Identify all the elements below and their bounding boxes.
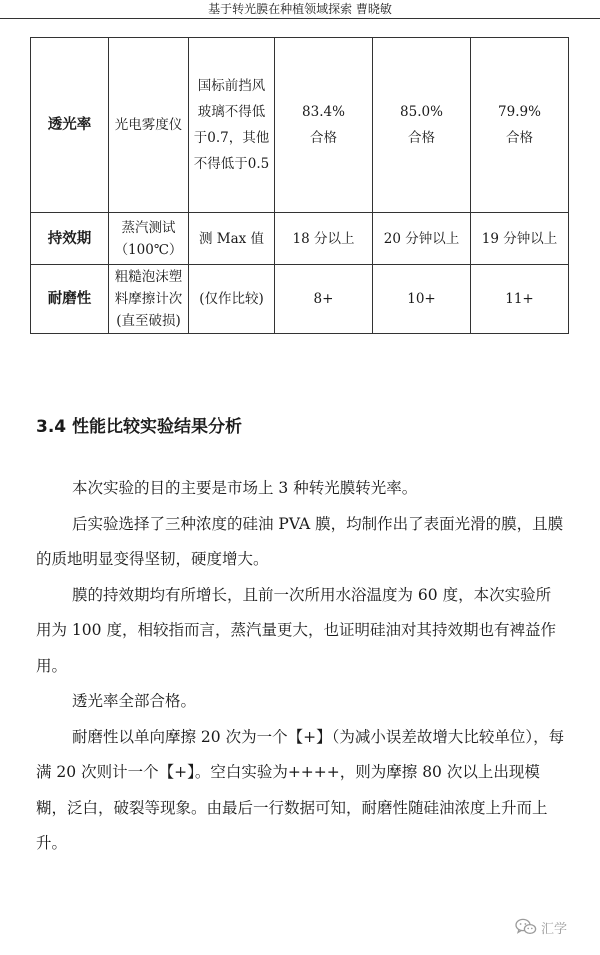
header-rule xyxy=(0,18,600,19)
method-cell: 粗糙泡沫塑料摩擦计次(直至破损) xyxy=(109,265,189,334)
row-label-transmittance: 透光率 xyxy=(31,38,109,213)
paragraph: 后实验选择了三种浓度的硅油 PVA 膜，均制作出了表面光滑的膜，且膜的质地明显变得坚韧，硬度增大。 xyxy=(36,514,564,568)
result-cell: 83.4% 合格 xyxy=(275,38,373,213)
method-cell: 蒸汽测试（100℃） xyxy=(109,213,189,265)
result-cell: 79.9% 合格 xyxy=(471,38,569,213)
result-cell: 85.0% 合格 xyxy=(373,38,471,213)
running-header: 基于转光膜在种植领域探索 曹晓敏 xyxy=(208,2,392,16)
standard-cell: 国标前挡风玻璃不得低于0.7，其他不得低于0.5 xyxy=(189,38,275,213)
watermark xyxy=(515,916,567,938)
analysis-body xyxy=(36,471,566,862)
table-row xyxy=(31,265,569,334)
paragraph: 耐磨性以单向摩擦 20 次为一个【+】（为减小误差故增大比较单位），每满 20 次则计一个【+】。空白实验为++++，则为摩擦 80 次以上出现模糊，泛白，破裂等现象。由最后一行数据可知，耐磨性随硅油浓度上升而上升。 xyxy=(36,727,565,852)
table-row xyxy=(31,213,569,265)
wechat-icon xyxy=(515,918,537,936)
standard-cell: 测 Max 值 xyxy=(189,213,275,265)
section-heading: 3.4 性能比较实验结果分析 xyxy=(36,417,243,437)
row-label-abrasion: 耐磨性 xyxy=(31,265,109,334)
standard-cell: (仅作比较) xyxy=(189,265,275,334)
paragraph: 膜的持效期均有所增长，且前一次所用水浴温度为 60 度，本次实验所用为 100 度，相较指而言，蒸汽量更大，也证明硅油对其持效期也有裨益作用。 xyxy=(36,585,556,675)
paragraph: 透光率全部合格。 xyxy=(72,692,197,710)
results-table xyxy=(30,37,569,334)
result-cell: 8+ xyxy=(275,265,373,334)
method-cell: 光电雾度仪 xyxy=(109,38,189,213)
result-cell: 18 分以上 xyxy=(275,213,373,265)
result-cell: 19 分钟以上 xyxy=(471,213,569,265)
row-label-duration: 持效期 xyxy=(31,213,109,265)
result-cell: 10+ xyxy=(373,265,471,334)
result-cell: 20 分钟以上 xyxy=(373,213,471,265)
watermark-label: 汇学 xyxy=(541,921,568,937)
paragraph: 本次实验的目的主要是市场上 3 种转光膜转光率。 xyxy=(72,479,418,497)
table-row xyxy=(31,38,569,213)
result-cell: 11+ xyxy=(471,265,569,334)
